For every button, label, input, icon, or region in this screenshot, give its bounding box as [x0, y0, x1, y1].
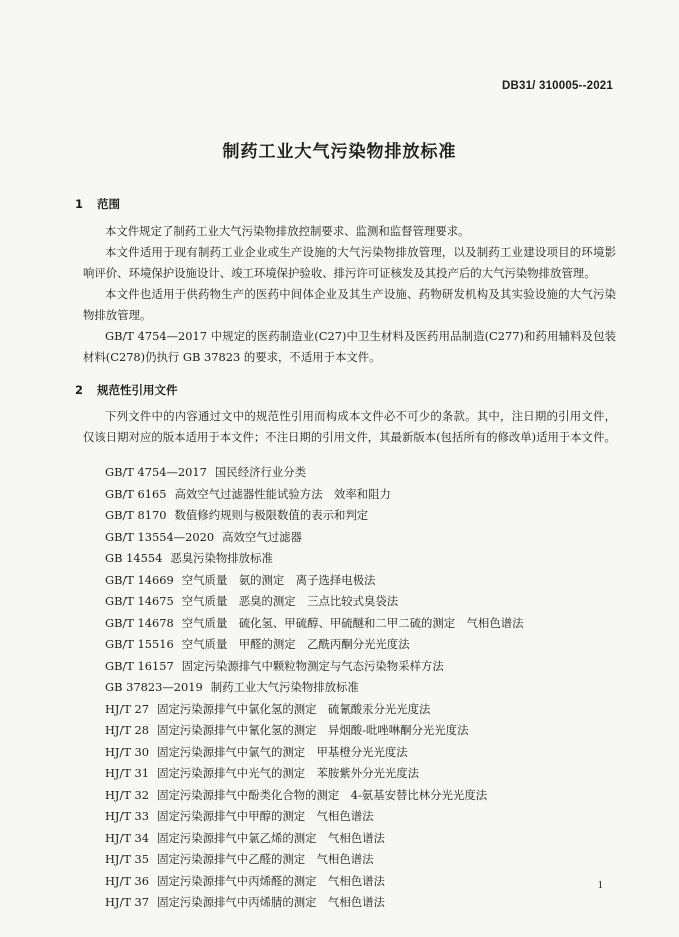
- reference-code: GB/T 14675: [105, 594, 174, 608]
- reference-code: HJ/T 33: [105, 809, 150, 823]
- document-id: DB31/ 310005--2021: [501, 80, 613, 92]
- section-title: 范围: [97, 197, 120, 211]
- scope-paragraph-4: GB/T 4754—2017 中规定的医药制造业(C27)中卫生材料及医药用品制造(C277)和药用辅料及包装材料(C278)仍执行 GB 37823 的要求，不适用于本文件。: [83, 329, 616, 364]
- reference-name: 固定污染源排气中乙醛的测定 气相色谱法: [157, 852, 374, 866]
- reference-code: GB/T 13554—2020: [105, 529, 215, 544]
- reference-name: 固定污染源排气中丙烯醛的测定 气相色谱法: [157, 873, 385, 888]
- reference-code: HJ/T 27: [105, 701, 150, 716]
- reference-code: GB/T 16157: [105, 658, 174, 673]
- reference-code: HJ/T 37: [105, 895, 150, 909]
- reference-code: HJ/T 35: [105, 852, 150, 866]
- reference-item: [105, 785, 625, 807]
- reference-name: 固定污染源排气中氰化氢的测定 异烟酸-吡唑啉酮分光光度法: [157, 723, 469, 737]
- section-heading-scope: [75, 196, 120, 212]
- reference-name: 固定污染源排气中酚类化合物的测定 4-氨基安替比林分光光度法: [157, 787, 488, 802]
- reference-name: 空气质量 恶臭的测定 三点比较式臭袋法: [181, 594, 399, 608]
- reference-item: [105, 570, 625, 592]
- section-heading-normative-references: [75, 382, 178, 398]
- reference-code: HJ/T 36: [105, 873, 150, 888]
- reference-name: 固定污染源排气中丙烯腈的测定 气相色谱法: [157, 895, 385, 909]
- reference-code: GB/T 6165: [105, 486, 167, 501]
- reference-item: [105, 763, 625, 785]
- reference-item: [105, 677, 625, 699]
- reference-name: 固定污染源排气中氯乙烯的测定 气相色谱法: [157, 830, 385, 845]
- references-intro: 下列文件中的内容通过文中的规范性引用而构成本文件必不可少的条款。其中，注日期的引用文件，仅该日期对应的版本适用于本文件；不注日期的引用文件，其最新版本(包括所有的修改单)适用于本文件。: [83, 409, 616, 444]
- reference-code: HJ/T 31: [105, 766, 150, 780]
- reference-name: 高效空气过滤器性能试验方法 效率和阻力: [174, 486, 391, 501]
- reference-item: [105, 505, 625, 527]
- page-title: 制药工业大气污染物排放标准: [222, 142, 457, 162]
- reference-item: [105, 892, 625, 914]
- reference-code: HJ/T 32: [105, 787, 150, 802]
- reference-name: 高效空气过滤器: [222, 529, 302, 544]
- scope-paragraph-2: 本文件适用于现有制药工业企业或生产设施的大气污染物排放管理，以及制药工业建设项目的环境影响评价、环境保护设施设计、竣工环境保护验收、排污许可证核发及其投产后的大气污染物排放管理。: [83, 245, 616, 280]
- reference-item: [105, 656, 625, 678]
- reference-item: [105, 720, 625, 742]
- reference-list: [105, 462, 625, 914]
- reference-item: [105, 699, 625, 721]
- scope-paragraph-1: 本文件规定了制药工业大气污染物排放控制要求、监测和监督管理要求。: [105, 224, 470, 238]
- reference-item: [105, 613, 625, 635]
- reference-name: 制药工业大气污染物排放标准: [210, 680, 359, 694]
- page-number: 1: [597, 879, 603, 891]
- reference-code: GB/T 15516: [105, 637, 174, 651]
- reference-code: GB 14554: [105, 551, 163, 565]
- section-title: 规范性引用文件: [97, 383, 178, 397]
- scope-paragraph-3: 本文件也适用于供药物生产的医药中间体企业及其生产设施、药物研发机构及其实验设施的大气污染物排放管理。: [83, 287, 616, 322]
- reference-item: [105, 527, 625, 549]
- reference-name: 固定污染源排气中氯化氢的测定 硫氰酸汞分光光度法: [157, 701, 431, 716]
- reference-code: GB/T 14678: [105, 615, 174, 630]
- reference-item: [105, 484, 625, 506]
- reference-name: 固定污染源排气中甲醇的测定 气相色谱法: [157, 809, 374, 823]
- section-number: 2: [75, 383, 84, 397]
- reference-item: [105, 806, 625, 828]
- reference-name: 空气质量 硫化氢、甲硫醇、甲硫醚和二甲二硫的测定 气相色谱法: [181, 615, 524, 630]
- reference-name: 空气质量 氨的测定 离子选择电极法: [181, 572, 376, 587]
- reference-code: HJ/T 30: [105, 744, 150, 759]
- reference-item: [105, 548, 625, 570]
- reference-name: 固定污染源排气中颗粒物测定与气态污染物采样方法: [181, 658, 444, 673]
- reference-item: [105, 849, 625, 871]
- reference-name: 恶臭污染物排放标准: [170, 551, 273, 565]
- reference-name: 国民经济行业分类: [214, 465, 307, 479]
- reference-name: 固定污染源排气中氯气的测定 甲基橙分光光度法: [157, 744, 408, 759]
- reference-item: [105, 462, 625, 484]
- reference-item: [105, 742, 625, 764]
- reference-item: [105, 828, 625, 850]
- reference-item: [105, 871, 625, 893]
- section-number: 1: [75, 197, 84, 211]
- reference-item: [105, 591, 625, 613]
- reference-code: GB/T 4754—2017: [105, 465, 207, 479]
- reference-code: GB/T 14669: [105, 572, 174, 587]
- reference-code: HJ/T 34: [105, 830, 150, 845]
- reference-name: 数值修约规则与极限数值的表示和判定: [174, 508, 369, 522]
- reference-code: HJ/T 28: [105, 723, 150, 737]
- reference-item: [105, 634, 625, 656]
- reference-name: 固定污染源排气中光气的测定 苯胺紫外分光光度法: [157, 766, 420, 780]
- reference-code: GB 37823—2019: [105, 680, 203, 694]
- reference-name: 空气质量 甲醛的测定 乙酰丙酮分光光度法: [181, 637, 410, 651]
- reference-code: GB/T 8170: [105, 508, 167, 522]
